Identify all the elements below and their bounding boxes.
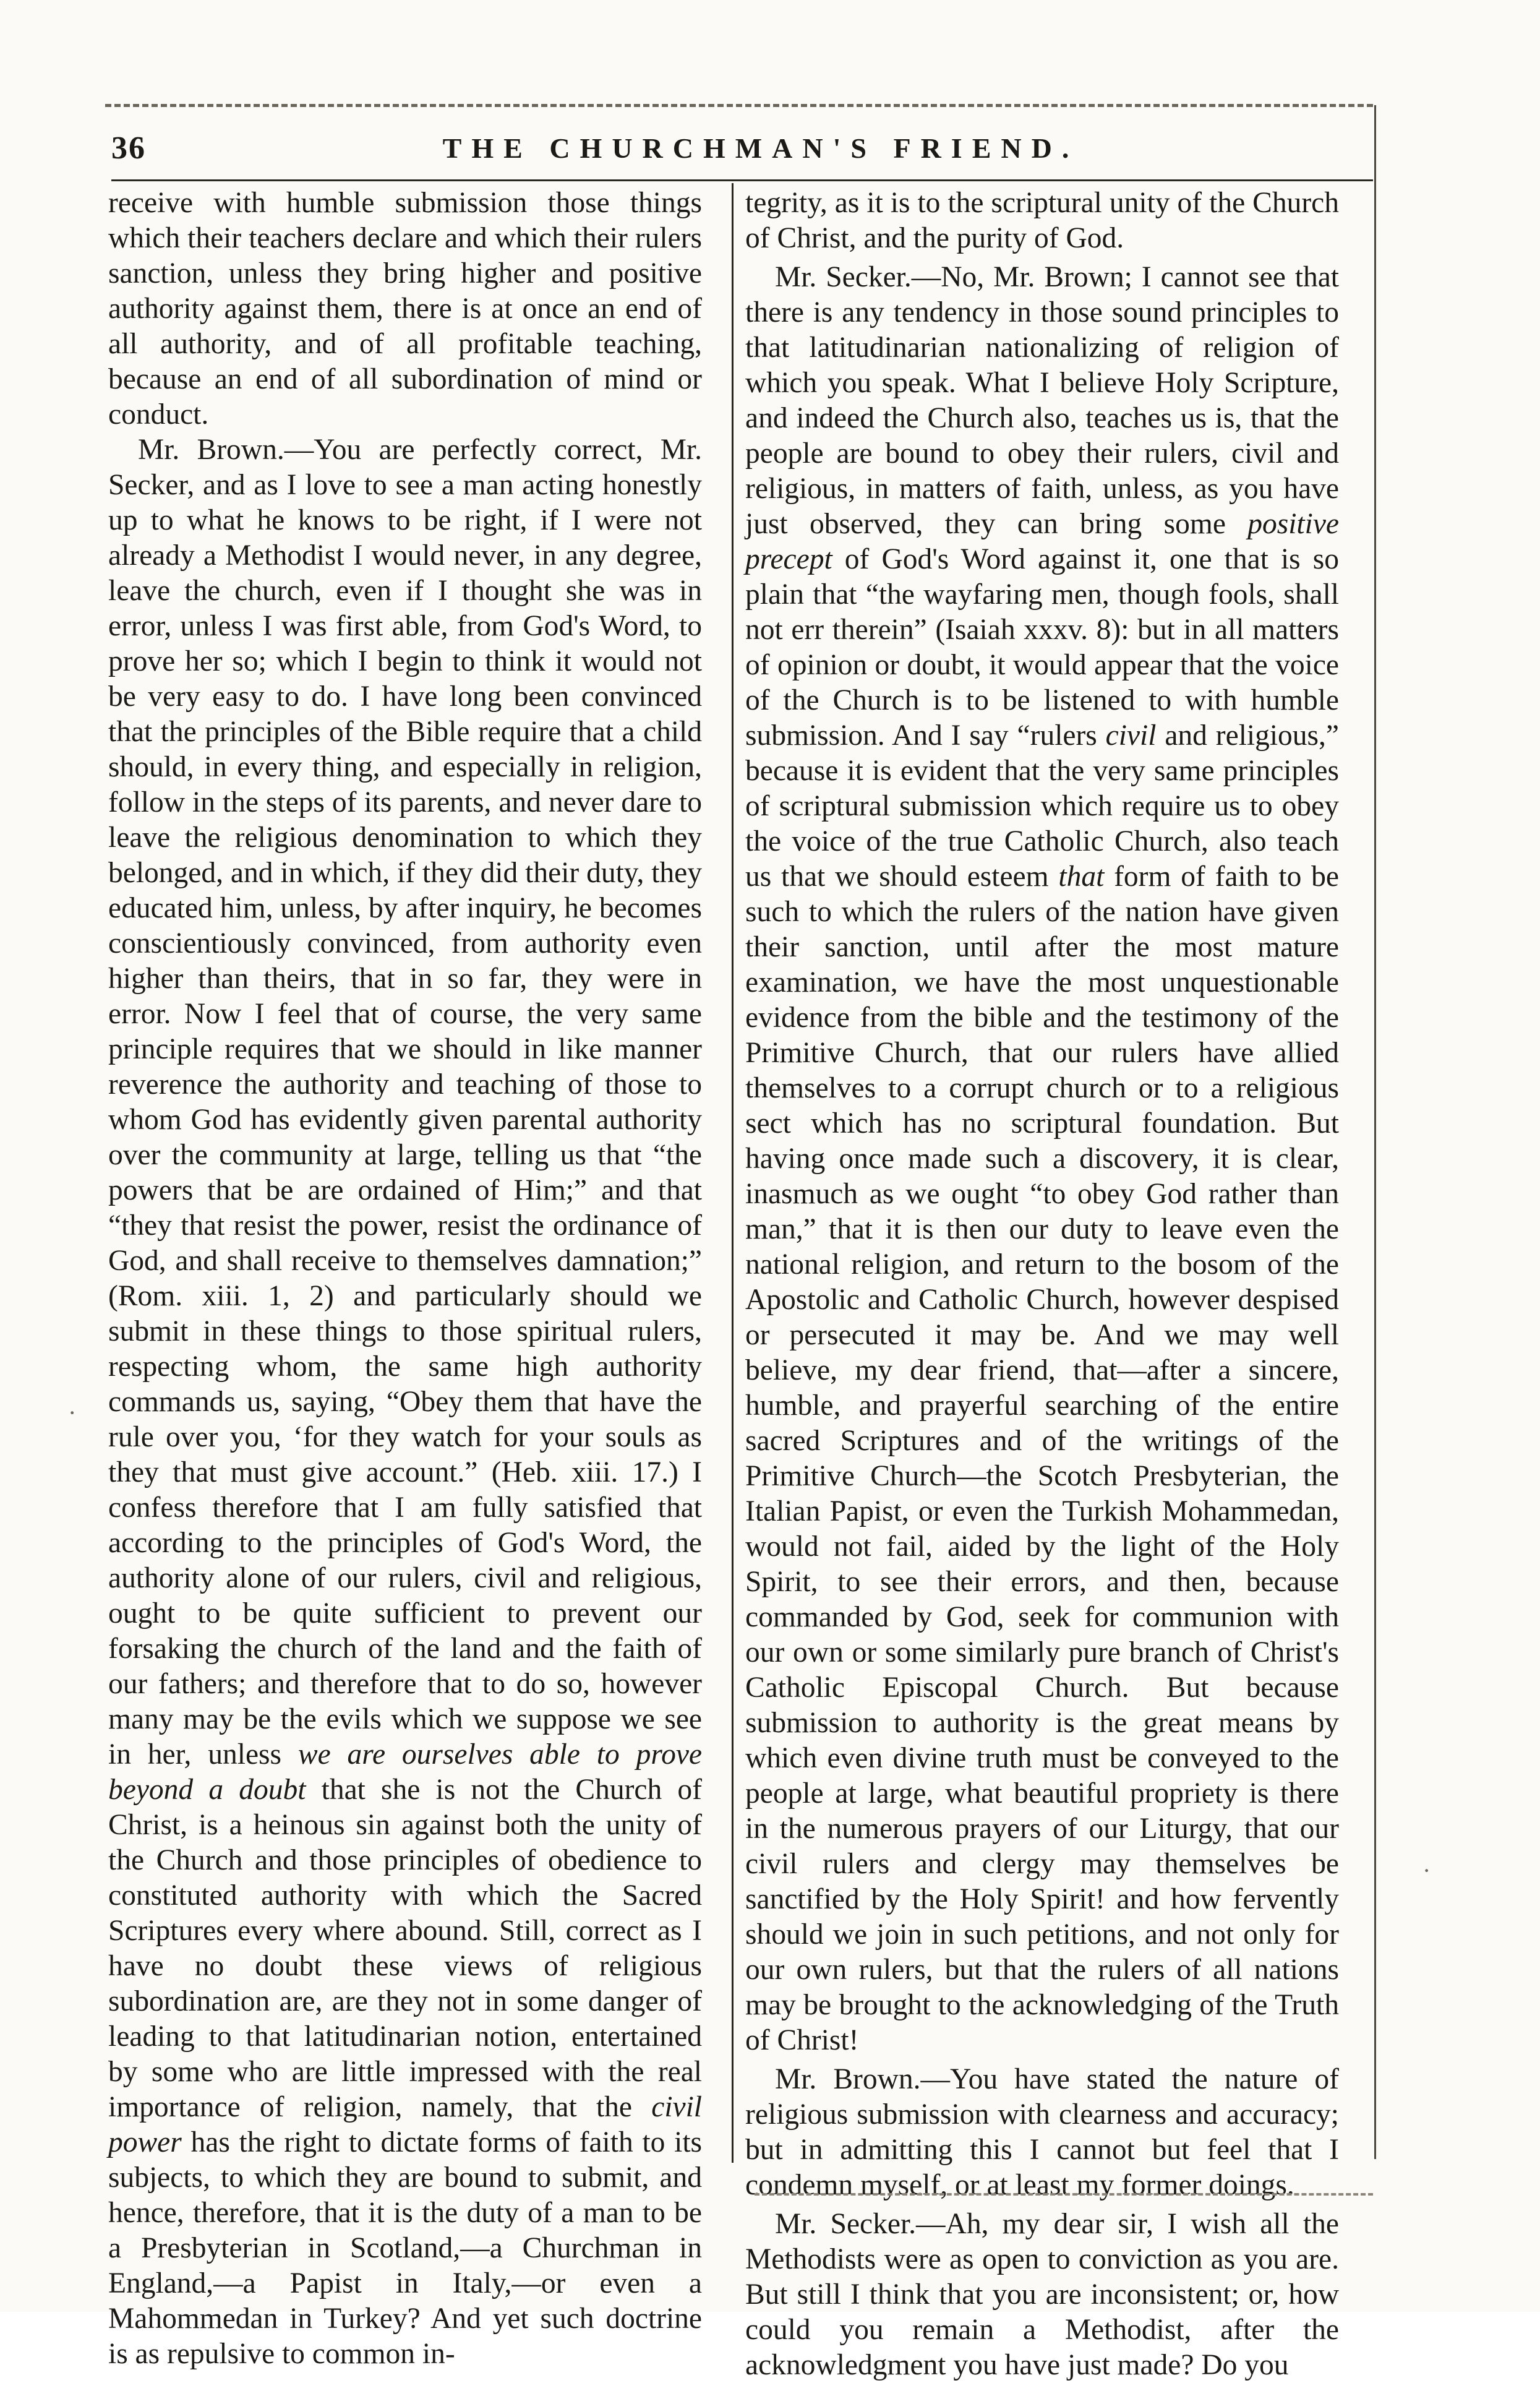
italic-run: that	[1058, 861, 1105, 893]
top-border-rule	[105, 104, 1373, 107]
text-run: that she is not the Church of Christ, is a heinous sin against both the unity of the Church and those principles of obedience to constituted authority with which the Sacred Scriptures every where abound. Still, correct as I have no doubt these views of religious subordination are, are they not in some danger of leading to that latitudinarian notion, entertained by some who are little impressed with the real importance of religion, namely, that the	[108, 1774, 702, 2123]
italic-run: civil power	[108, 2091, 703, 2158]
text-run: Mr. Secker.—No, Mr. Brown; I cannot see that there is any tendency in those sound principles to that latitudinarian nationalizing of religion of which you speak. What I believe Holy Scripture, and indeed the Church also, teaches us is, that the people are bound to obey their rulers, civil and religious, in matters of faith, unless, as you have just observed, they can bring some	[745, 261, 1339, 540]
italic-run: civil	[1105, 719, 1157, 752]
italic-run: we are ourselves able to prove beyond a doubt	[108, 1738, 702, 1806]
text-run: form of faith to be such to which the rulers of the nation have given their sanction, until after the most mature examination, we have the most unquestionable evidence from the bible and the testimony of the Primitive Church, that our rulers have allied themselves to a corrupt church or to a religious sect which has no scriptural foundation. But having once made such a discovery, it is clear, inasmuch as we ought “to obey God rather than man,” that it is then our duty to leave even the national religion, and return to the bosom of the Apostolic and Catholic Church, however despised or persecuted it may be. And we may well believe, my dear friend, that—after a sincere, humble, and prayerful searching of the entire sacred Scriptures and of the writings of the Primitive Church—the Scotch Presbyterian, the Italian Papist, or even the Turkish Mohammedan, would not fail, aided by the light of the Holy Spirit, to see their errors, and then, because commanded by God, seek for communion with our own or some similarly pure branch of Christ's Catholic Episcopal Church. But because submission to authority is the great means by which even divine truth must be conveyed to the people at large, what beautiful propriety is there in the numerous prayers of our Liturgy, that our civil rulers and clergy may themselves be sanctified by the Holy Spirit! and how fervently should we join in such petitions, and not only for our own rulers, but that the rulers of all nations may be brought to the acknowledging of the Truth of Christ!	[745, 861, 1339, 2056]
page-right-edge	[1374, 105, 1376, 2159]
paragraph-mr-brown-reply: Mr. Brown.—You have stated the nature of religious submission with clearness and accuracy; but in admitting this I cannot but feel that I condemn myself, or at least my former doings.	[745, 2063, 1339, 2201]
header-rule	[111, 179, 1373, 181]
text-run: of God's Word against it, one that is so plain that “the wayfaring men, though fools, shall not err therein” (Isaiah xxxv. 8): but in all matters of opinion or doubt, it would appear that the voice of the Church is to be listened to with humble submission. And I say “rulers	[745, 543, 1340, 752]
paragraph-mr-brown	[108, 432, 702, 2372]
text-run: and religious,” because it is evident that the very same principles of scriptural submission which require us to obey the voice of the true Catholic Church, also teach us that we should esteem	[745, 719, 1339, 893]
bottom-border-rule	[755, 2193, 1373, 2196]
paragraph-mr-secker-reply: Mr. Secker.—Ah, my dear sir, I wish all the Methodists were as open to conviction as you are. But still I think that you are inconsistent; or, how could you remain a Methodist, after the acknowledgment you have just made? Do you	[745, 2208, 1339, 2381]
page-header	[111, 124, 1373, 173]
column-divider	[732, 183, 734, 2163]
text-run: Mr. Brown.—You are perfectly correct, Mr. Secker, and as I love to see a man acting honestly up to what he knows to be right, if I were not already a Methodist I would never, in any degree, leave the church, even if I thought she was in error, unless I was first able, from God's Word, to prove her so; which I begin to think it would not be very easy to do. I have long been convinced that the principles of the Bible require that a child should, in every thing, and especially in religion, follow in the steps of its parents, and never dare to leave the religious denomination to which they belonged, and in which, if they did their duty, they educated him, unless, by after inquiry, he becomes conscientiously convinced, from authority even higher than theirs, that in so far, they were in error. Now I feel that of course, the very same principle requires that we should in like manner reverence the authority and teaching of those to whom God has evidently given parental authority over the community at large, telling us that “the powers that be are ordained of Him;” and that “they that resist the power, resist the ordinance of God, and shall receive to themselves damnation;” (Rom. xiii. 1, 2) and particularly should we submit in these things to those spiritual rulers, respecting whom, the same high authority commands us, saying, “Obey them that have the rule over you, ‘for they watch for your souls as they that must give account.” (Heb. xiii. 17.) I confess therefore that I am fully satisfied that according to the principles of God's Word, the authority alone of our rulers, civil and religious, ought to be quite sufficient to prevent our forsaking the church of the land and the faith of our fathers; and therefore that to do so, however many may be the evils which we suppose we see in her, unless	[108, 434, 702, 1771]
paragraph-continuation: receive with humble submission those things which their teachers declare and which their rulers sanction, unless they bring higher and positive authority against them, there is at once an end of all authority, and of all profitable teaching, because an end of all subordination of mind or conduct.	[108, 187, 702, 431]
right-column	[745, 186, 1340, 2381]
left-column	[108, 186, 703, 2370]
running-title: THE CHURCHMAN'S FRIEND.	[442, 132, 1079, 164]
page-number: 36	[111, 131, 146, 166]
margin-speck: ·	[1422, 1857, 1431, 1884]
paragraph-continuation: tegrity, as it is to the scriptural unity of the Church of Christ, and the purity of God.	[745, 187, 1339, 254]
margin-speck: ·	[68, 1399, 77, 1427]
paragraph-mr-secker	[745, 260, 1339, 2058]
text-run: has the right to dictate forms of faith to its subjects, to which they are bound to submit, and hence, therefore, that it is the duty of a man to be a Presbyterian in Scotland,—a Churchman in England,—a Papist in Italy,—or even a Mahommedan in Turkey? And yet such doctrine is as repulsive to common in-	[108, 2126, 703, 2370]
italic-run: positive precept	[745, 508, 1339, 575]
